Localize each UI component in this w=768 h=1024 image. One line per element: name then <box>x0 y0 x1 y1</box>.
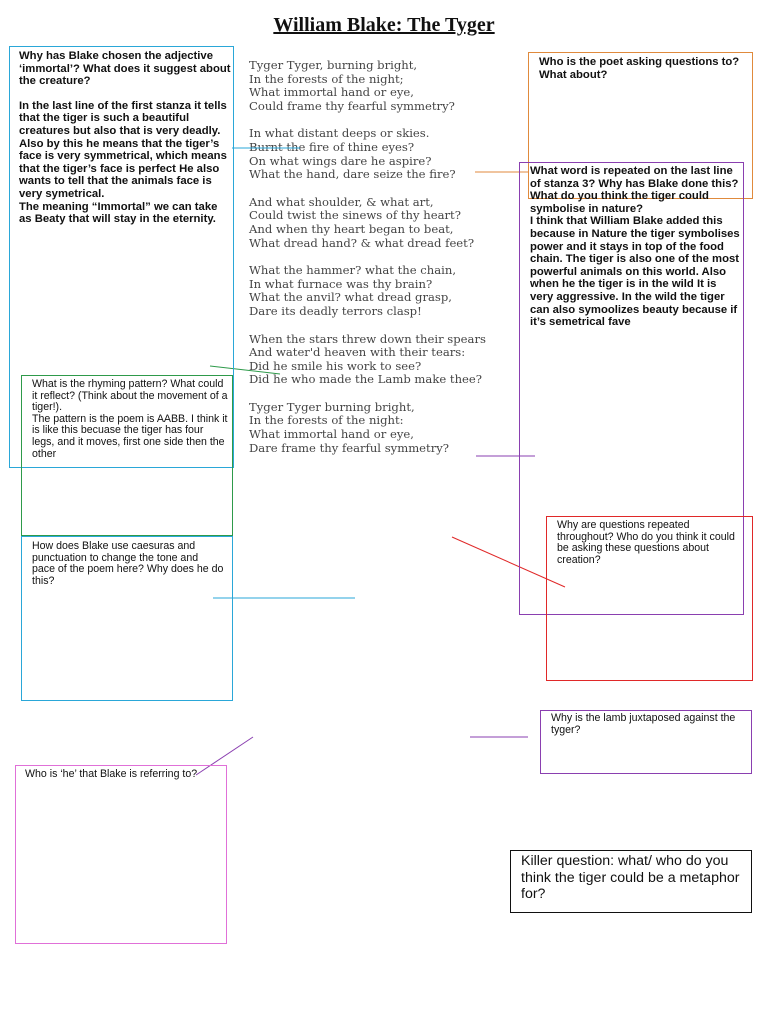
note-killer-text <box>521 853 746 903</box>
note-rhyme-question: What is the rhyming pattern? What could it reflect? (Think about the movement of a tiger!). <box>32 378 228 414</box>
poem-line: What the hand, dare seize the fire? <box>249 167 456 182</box>
note-repeated-answer: I think that William Blake added this because in Nature the tiger symbolises power and it stays in top of the food chain. The tiger is also one of the most powerful animals on this world. Also when he the tiger is in the wild It is very aggressive. In the wild the tiger can also symoolizes beauty because if it’s semetrical fave <box>530 215 740 329</box>
poem-line: What the anvil? what dread grasp, <box>249 290 452 305</box>
note-questions-repeated-text <box>557 520 747 566</box>
poem-line: What the hammer? what the chain, <box>249 263 457 278</box>
note-immortal-question: Why has Blake chosen the adjective ‘immortal’? What does it suggest about the creature? <box>19 50 231 88</box>
poem-line: Could twist the sinews of thy heart? <box>249 208 461 223</box>
poem-line: Dare its deadly terrors clasp! <box>249 303 422 318</box>
poem-line: Did he who made the Lamb make thee? <box>249 372 482 387</box>
note-asking-question: Who is the poet asking questions to? What about? <box>539 56 740 81</box>
note-immortal-answer: In the last line of the first stanza it tells that the tiger is such a beautiful creatures but also that is very deadly. Also by this he means that the tiger’s face is very symmetrical, which means that the tiger’s face is perfect He also wants to tell that the animals face is very symetrical. <box>19 99 227 200</box>
note-killer-question: Killer question: what/ who do you think the tiger could be a metaphor for? <box>521 853 740 902</box>
poem-line: What immortal hand or eye, <box>249 85 414 100</box>
poem-line: Could frame thy fearful symmetry? <box>249 98 455 113</box>
poem-line: Did he smile his work to see? <box>249 358 422 373</box>
note-caesuras-text <box>32 541 224 587</box>
poem-line: In the forests of the night; <box>249 71 404 86</box>
poem-line: Burnt the fire of thine eyes? <box>249 139 415 154</box>
poem-line: What dread hand? & what dread feet? <box>249 235 475 250</box>
note-lamb-text <box>551 713 747 736</box>
poem-line: Dare frame thy fearful symmetry? <box>249 440 450 455</box>
note-rhyme-answer: The pattern is the poem is AABB. I think it is like this becuase the tiger has four legs, and it moves, first one side then the other <box>32 412 228 460</box>
poem-line: In the forests of the night: <box>249 413 404 428</box>
note-rhyme-text <box>32 379 228 460</box>
note-repeated-question: What word is repeated on the last line of stanza 3? Why has Blake done this? What do you think the tiger could symbolise in nature? <box>530 165 739 215</box>
note-he-question: Who is ‘he’ that Blake is referring to? <box>25 768 198 780</box>
note-asking-text <box>539 56 744 81</box>
poem-line: Tyger Tyger burning bright, <box>249 399 415 414</box>
note-caesuras-question: How does Blake use caesuras and punctuation to change the tone and pace of the poem here? Why does he do this? <box>32 540 224 587</box>
poem-line: And when thy heart began to beat, <box>249 221 454 236</box>
poem-line: Tyger Tyger, burning bright, <box>249 58 418 72</box>
poem-line: And water'd heaven with their tears: <box>249 345 466 360</box>
poem-line: What immortal hand or eye, <box>249 427 414 442</box>
page-title: William Blake: The Tyger <box>273 14 495 36</box>
poem-line: On what wings dare he aspire? <box>249 153 432 168</box>
poem-line: And what shoulder, & what art, <box>249 194 434 209</box>
note-he-text <box>25 769 215 781</box>
poem-line: In what distant deeps or skies. <box>249 126 430 141</box>
note-questions-repeated-question: Why are questions repeated throughout? Who do you think it could be asking these questions about creation? <box>557 519 735 566</box>
note-lamb-question: Why is the lamb juxtaposed against the tyger? <box>551 712 736 736</box>
poem-line: When the stars threw down their spears <box>249 331 486 346</box>
poem-line: In what furnace was thy brain? <box>249 276 433 291</box>
note-repeated-text <box>530 165 740 329</box>
note-immortal-text <box>19 50 231 226</box>
note-immortal-answer2: The meaning “Immortal” we can take as Beaty that will stay in the eternity. <box>19 200 218 226</box>
note-he <box>15 765 227 944</box>
